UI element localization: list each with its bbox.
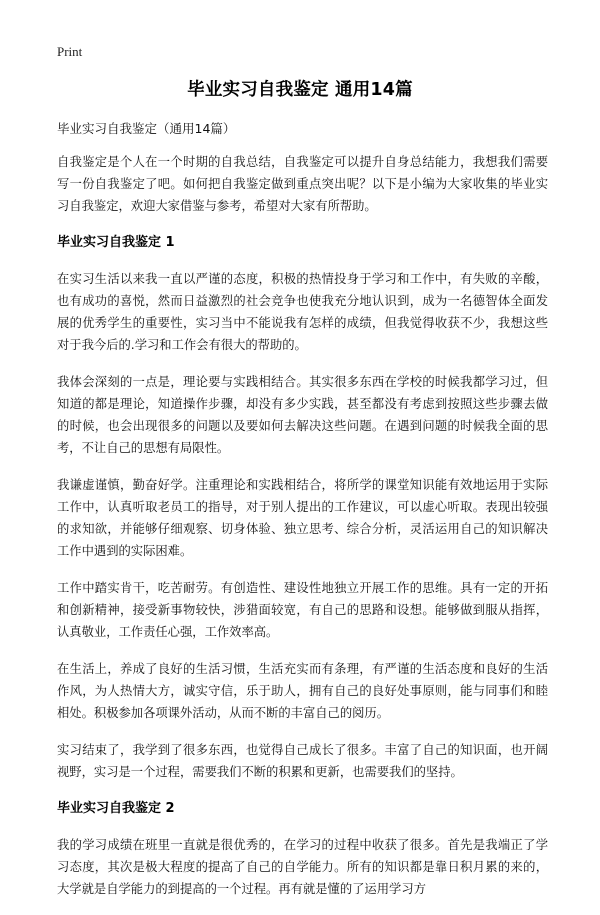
section-1-paragraph-4: 工作中踏实肯干，吃苦耐劳。有创造性、建设性地独立开展工作的思维。具有一定的开拓和创新精神，接受新事物较快，涉猎面较宽，有自己的思路和设想。能够做到服从指挥，认真敬业，工作责任心强，工作效率高。: [57, 581, 548, 639]
section-1-paragraph-2: 我体会深刻的一点是，理论要与实践相结合。其实很多东西在学校的时候我都学习过，但知道的都是理论，知道操作步骤，却没有多少实践，甚至都没有考虑到按照这些步骤去做的时候，也会出现很多的问题以及要如何去解决这些问题。在遇到问题的时候我全面的思考，不让自己的思想有局限性。: [57, 375, 548, 455]
document-subtitle: 毕业实习自我鉴定（通用14篇）: [57, 121, 236, 136]
section-heading-1: 毕业实习自我鉴定 1: [57, 235, 175, 250]
section-1-paragraph-1: 在实习生活以来我一直以严谨的态度，积极的热情投身于学习和工作中，有失败的辛酸，也有成功的喜悦，然而日益激烈的社会竞争也使我充分地认识到，成为一名德智体全面发展的优秀学生的重要性，实习当中不能说我有怎样的成绩，但我觉得收获不少，我想这些对于我今后的.学习和工作会有很大的帮助的。: [57, 272, 548, 352]
intro-paragraph: 自我鉴定是个人在一个时期的自我总结，自我鉴定可以提升自身总结能力，我想我们需要写一份自我鉴定了吧。如何把自我鉴定做到重点突出呢？以下是小编为大家收集的毕业实习自我鉴定，欢迎大家借鉴与参考，希望对大家有所帮助。: [57, 155, 548, 213]
section-heading-2: 毕业实习自我鉴定 2: [57, 801, 175, 816]
document-body: [57, 118, 548, 915]
print-link[interactable]: Print: [57, 44, 83, 59]
document-title: 毕业实习自我鉴定 通用14篇: [187, 80, 413, 100]
section-1-paragraph-3: 我谦虚谨慎，勤奋好学。注重理论和实践相结合，将所学的课堂知识能有效地运用于实际工作中，认真听取老员工的指导，对于别人提出的工作建议，可以虚心听取。表现出较强的求知欲，并能够仔细观察、切身体验、独立思考、综合分析，灵活运用自己的知识解决工作中遇到的实际困难。: [57, 478, 548, 558]
section-1-paragraph-5: 在生活上，养成了良好的生活习惯，生活充实而有条理，有严谨的生活态度和良好的生活作风，为人热情大方，诚实守信，乐于助人，拥有自己的良好处事原则，能与同事们和睦相处。积极参加各项课外活动，从而不断的丰富自己的阅历。: [57, 662, 548, 720]
section-2-paragraph-1: 我的学习成绩在班里一直就是很优秀的，在学习的过程中收获了很多。首先是我端正了学习态度，其次是极大程度的提高了自己的自学能力。所有的知识都是靠日积月累的来的，大学就是自学能力的到提高的一个过程。再有就是懂的了运用学习方: [57, 838, 548, 896]
section-1-paragraph-6: 实习结束了，我学到了很多东西，也觉得自己成长了很多。丰富了自己的知识面，也开阔视野，实习是一个过程，需要我们不断的积累和更新，也需要我们的坚持。: [57, 743, 548, 779]
